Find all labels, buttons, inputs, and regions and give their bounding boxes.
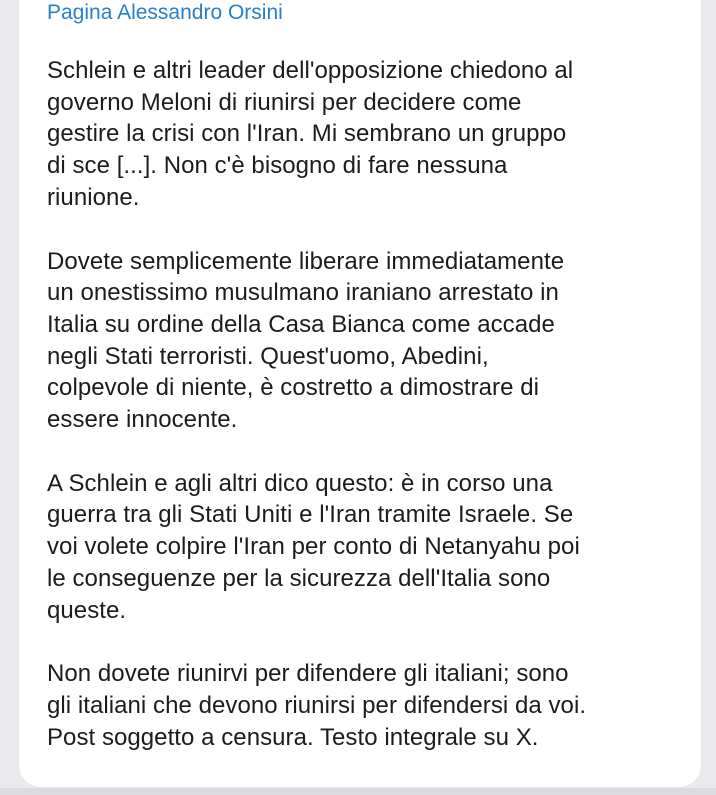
text-line: gli italiani che devono riunirsi per difendersi da voi. bbox=[47, 691, 587, 719]
text-line: Schlein e altri leader dell'opposizione chiedono al bbox=[47, 57, 574, 84]
text-line: essere innocente. bbox=[47, 406, 238, 434]
text-line: A Schlein e agli altri dico questo: è in corso una bbox=[47, 469, 553, 497]
text-line: gestire la crisi con l'Iran. Mi sembrano un gruppo bbox=[47, 120, 567, 148]
text-line: un onestissimo musulmano iraniano arrestato in bbox=[47, 279, 559, 307]
text-line: voi volete colpire l'Iran per conto di Netanyahu poi bbox=[47, 533, 580, 561]
text-line: di sce [...]. Non c'è bisogno di fare nessuna bbox=[47, 152, 508, 180]
paragraph-4 bbox=[47, 658, 701, 753]
text-line: Dovete semplicemente liberare immediatamente bbox=[47, 247, 565, 275]
bottom-edge bbox=[0, 788, 716, 795]
text-line: Post soggetto a censura. Testo integrale su X. bbox=[47, 723, 539, 751]
text-line: guerra tra gli Stati Uniti e l'Iran tramite Israele. Se bbox=[47, 501, 574, 529]
author-name[interactable]: Pagina Alessandro Orsini bbox=[47, 1, 283, 24]
text-line: riunione. bbox=[47, 183, 140, 211]
text-line: Non dovete riunirvi per difendere gli italiani; sono bbox=[47, 660, 569, 688]
text-line: queste. bbox=[47, 596, 127, 624]
paragraph-3 bbox=[47, 468, 701, 627]
text-line: Italia su ordine della Casa Bianca come accade bbox=[47, 310, 555, 338]
text-line: le conseguenze per la sicurezza dell'Italia sono bbox=[47, 564, 551, 592]
text-line: negli Stati terroristi. Quest'uomo, Abedini, bbox=[47, 342, 489, 370]
text-line: colpevole di niente, è costretto a dimostrare di bbox=[47, 374, 539, 402]
paragraph-2 bbox=[47, 246, 701, 436]
text-line: governo Meloni di riunirsi per decidere come bbox=[47, 88, 522, 116]
message-bubble bbox=[19, 0, 701, 787]
paragraph-1 bbox=[47, 55, 701, 214]
